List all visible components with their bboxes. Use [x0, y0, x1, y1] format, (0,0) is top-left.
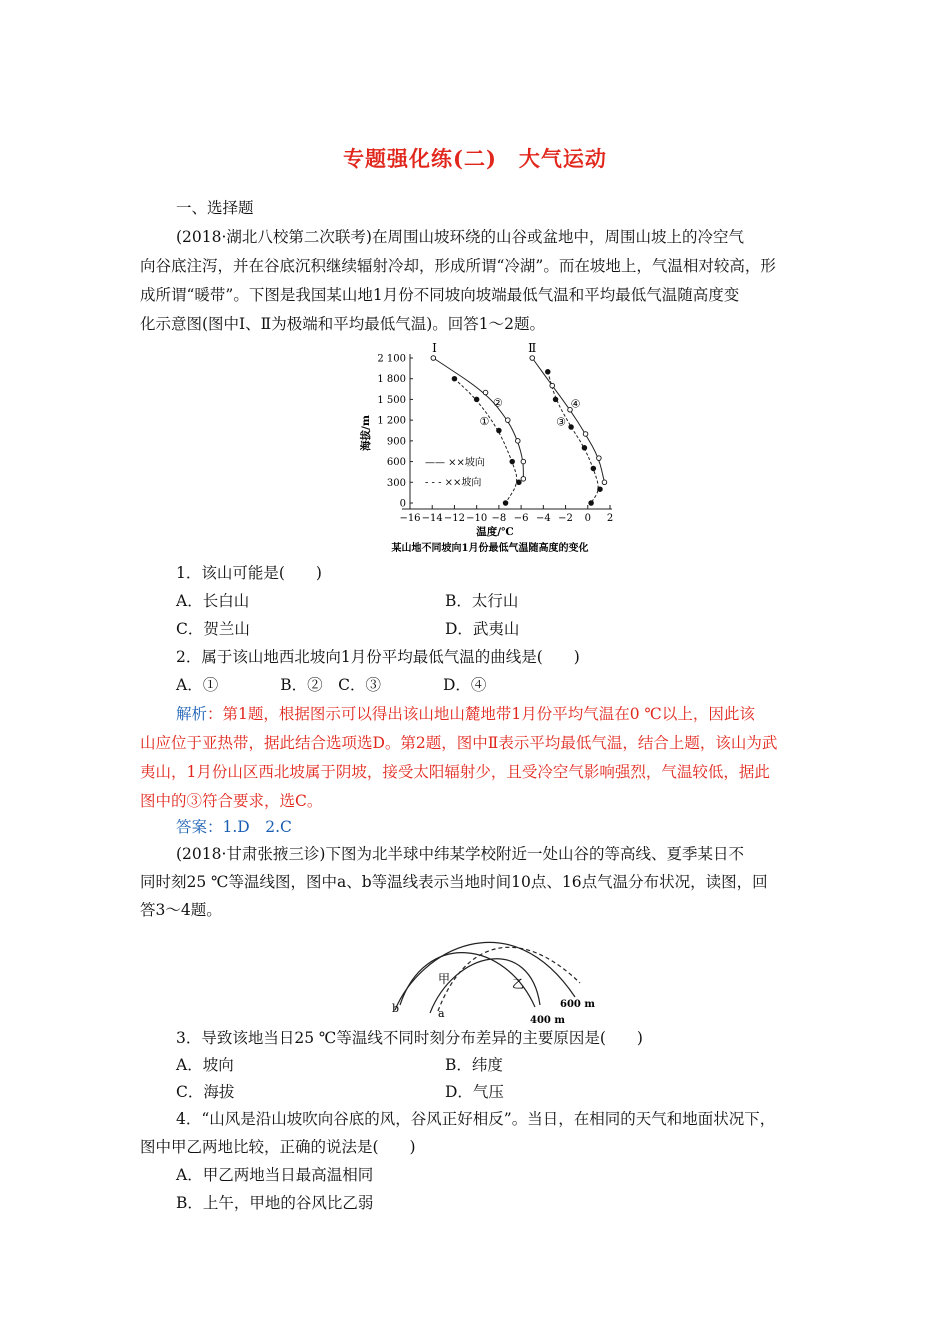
- data-point: [497, 428, 502, 433]
- contour-600m: [395, 942, 575, 1010]
- isotherm-a: [438, 947, 580, 1011]
- data-point: [545, 370, 550, 375]
- label-b: b: [392, 1002, 400, 1015]
- analysis-text: ：第1题，根据图示可以得出该山地山麓地带1月份平均气温在0 ℃以上，因此该: [207, 705, 755, 723]
- legend-dashed: - - - ××坡向: [425, 477, 482, 489]
- question-4-stem: 4．“山风是沿山坡吹向谷底的风，谷风正好相反”。当日，在相同的天气和地面状况下，: [176, 1110, 776, 1128]
- x-tick-label: −8: [491, 513, 507, 524]
- analysis-line: [176, 704, 755, 724]
- label-a: a: [438, 1007, 445, 1020]
- x-axis-label: 温度/℃: [476, 526, 514, 538]
- intro2-line: (2018·甘肃张掖三诊)下图为北半球中纬某学校附近一处山谷的等高线、夏季某日不: [176, 845, 744, 863]
- altitude-temperature-chart: [355, 338, 625, 558]
- intro1-line: 化示意图(图中Ⅰ、Ⅱ为极端和平均最低气温)。回答1～2题。: [140, 315, 545, 333]
- data-point: [452, 376, 457, 381]
- x-tick-label: 2: [606, 513, 614, 524]
- x-tick-label: −2: [558, 513, 573, 524]
- data-point: [515, 439, 520, 444]
- question-2-stem: 2．属于该山地西北坡向1月份平均最低气温的曲线是( ): [176, 648, 580, 666]
- data-point: [583, 432, 588, 437]
- y-tick-label: 900: [386, 436, 406, 448]
- x-tick-label: −16: [399, 513, 421, 524]
- page-title: 专题强化练(二) 大气运动: [343, 146, 607, 171]
- label-600m: 600 m: [560, 999, 595, 1010]
- x-tick-label: −6: [513, 513, 529, 524]
- data-point: [431, 356, 436, 361]
- data-point: [521, 477, 526, 482]
- answer-text: ：1.D 2.C: [207, 818, 292, 836]
- q4-option-a: A．甲乙两地当日最高温相同: [176, 1166, 374, 1184]
- data-point: [589, 501, 594, 506]
- question-1-stem: 1．该山可能是( ): [176, 564, 322, 582]
- data-point: [510, 459, 515, 464]
- data-point: [582, 445, 587, 450]
- series-label: ①: [479, 414, 490, 428]
- data-point: [517, 480, 522, 485]
- group-label-I: Ⅰ: [432, 341, 437, 355]
- x-tick-label: −14: [421, 513, 443, 524]
- analysis-line: 夷山，1月份山区西北坡属于阴坡，接受太阳辐射少，且受冷空气影响强烈，气温较低，据此: [140, 763, 770, 781]
- label-400m: 400 m: [530, 1015, 565, 1025]
- legend-solid: —— ××坡向: [425, 457, 485, 469]
- answer-line: [176, 817, 292, 837]
- x-tick-label: −12: [443, 513, 465, 524]
- data-point: [550, 383, 555, 388]
- data-point: [503, 501, 508, 506]
- analysis-label: 解析: [176, 705, 208, 723]
- q1-option-b: B．太行山: [445, 592, 519, 610]
- label-jia: 甲: [438, 972, 451, 986]
- data-point: [505, 418, 510, 423]
- analysis-line: 山应位于亚热带，据此结合选项选D。第2题，图中Ⅱ表示平均最低气温，结合上题，该山为武: [140, 734, 778, 752]
- q3-option-b: B．纬度: [445, 1056, 503, 1074]
- q3-option-a: A．坡向: [176, 1056, 234, 1074]
- series-line-4: [532, 358, 604, 482]
- group-label-II: Ⅱ: [528, 341, 537, 355]
- q3-option-d: D．气压: [445, 1083, 504, 1101]
- label-yi: 乙: [512, 977, 525, 991]
- intro1-line: 向谷底注泻，并在谷底沉积继续辐射冷却，形成所谓“冷湖”。而在坡地上，气温相对较高，形: [140, 257, 776, 275]
- valley-isotherm-diagram: [380, 925, 620, 1025]
- q3-option-c: C．海拔: [176, 1083, 235, 1101]
- q1-option-c: C．贺兰山: [176, 620, 250, 638]
- series-label: ④: [570, 397, 581, 411]
- data-point: [591, 466, 596, 471]
- y-tick-label: 2 100: [377, 353, 406, 365]
- question-4-stem: 图中甲乙两地比较，正确的说法是( ): [140, 1138, 416, 1156]
- x-tick-label: −10: [466, 513, 488, 524]
- q1-option-a: A．长白山: [176, 592, 250, 610]
- chart-caption: 某山地不同坡向1月份最低气温随高度的变化: [391, 543, 589, 554]
- data-point: [598, 487, 603, 492]
- data-point: [597, 456, 602, 461]
- x-tick-label: −4: [535, 513, 551, 524]
- y-tick-label: 1 500: [377, 394, 406, 406]
- analysis-line: 图中的③符合要求，选C。: [140, 792, 323, 810]
- series-line-3: [548, 372, 598, 503]
- q1-option-d: D．武夷山: [445, 620, 520, 638]
- q4-option-b: B．上午，甲地的谷风比乙弱: [176, 1194, 374, 1212]
- answer-label: 答案: [176, 818, 208, 836]
- q2-options: A．① B．② C．③ D．④: [176, 676, 487, 694]
- data-point: [530, 356, 535, 361]
- y-tick-label: 1 800: [377, 374, 406, 386]
- series-label: ②: [492, 396, 503, 410]
- y-tick-label: 1 200: [377, 415, 406, 427]
- y-tick-label: 600: [386, 457, 406, 469]
- data-point: [553, 397, 558, 402]
- y-tick-label: 0: [399, 498, 406, 510]
- data-point: [474, 397, 479, 402]
- series-label: ③: [556, 415, 567, 429]
- question-3-stem: 3．导致该地当日25 ℃等温线不同时刻分布差异的主要原因是( ): [176, 1029, 643, 1047]
- intro1-line: 成所谓“暖带”。下图是我国某山地1月份不同坡向坡端最低气温和平均最低气温随高度变: [140, 286, 740, 304]
- intro2-line: 同时刻25 ℃等温线图，图中a、b等温线表示当地时间10点、16点气温分布状况，读图，回: [140, 873, 768, 891]
- x-tick-label: 0: [584, 513, 591, 524]
- y-tick-label: 300: [386, 477, 406, 489]
- intro1-line: (2018·湖北八校第二次联考)在周围山坡环绕的山谷或盆地中，周围山坡上的冷空气: [176, 228, 744, 246]
- data-point: [569, 425, 574, 430]
- intro2-line: 答3～4题。: [140, 901, 222, 919]
- section-heading: 一、选择题: [176, 199, 254, 217]
- data-point: [483, 390, 488, 395]
- data-point: [602, 480, 607, 485]
- y-axis-label: 海拔/m: [360, 415, 372, 451]
- data-point: [521, 459, 526, 464]
